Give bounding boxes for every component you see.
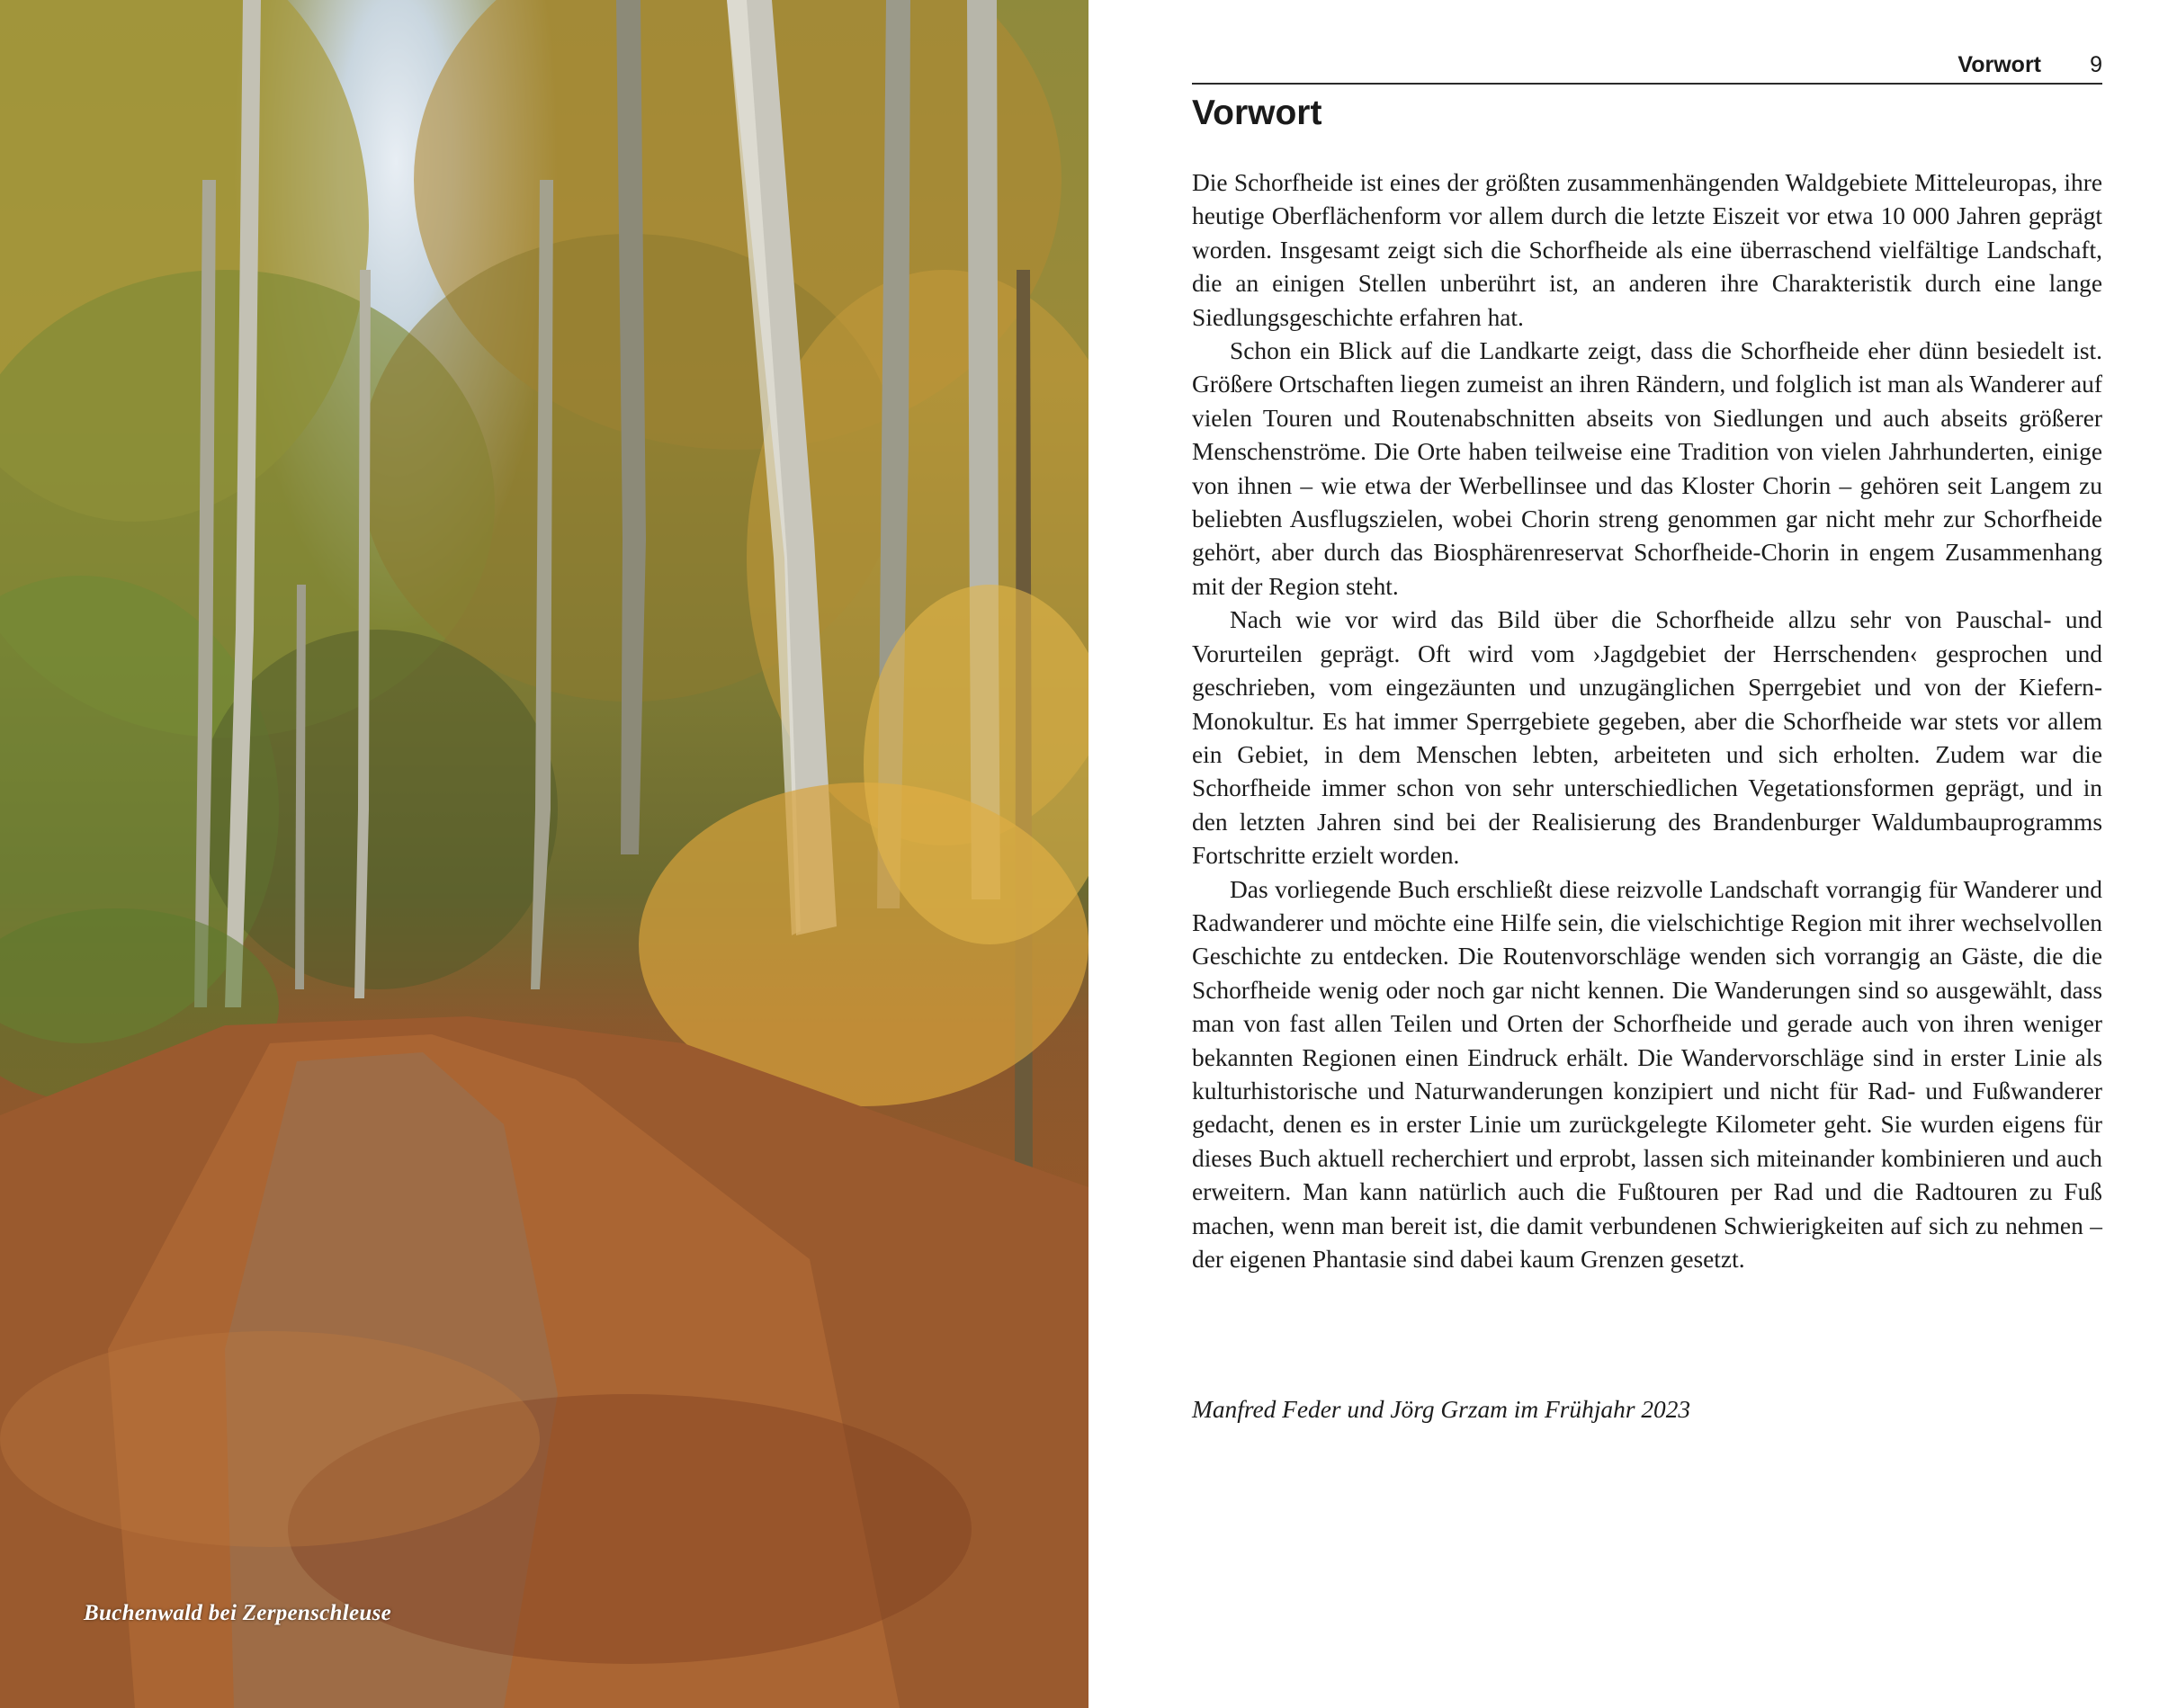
chapter-title: Vorwort xyxy=(1192,94,1322,132)
photo-caption: Buchenwald bei Zerpenschleuse xyxy=(84,1601,392,1625)
text-page xyxy=(1088,0,2159,1708)
paragraph: Die Schorfheide ist eines der größten zusammenhängenden Waldgebiete Mitteleuropas, ihre heutige Oberflächenform vor allem durch die letzte Eiszeit vor etwa 10 000 Jahren geprägt worden. Insgesamt zeigt sich die Schorfheide als eine überraschend vielfältige Landschaft, die an einigen Stellen unberührt ist, an anderen ihre Charakteristik durch eine lange Siedlungsgeschichte erfahren hat. xyxy=(1192,169,2102,331)
signature: Manfred Feder und Jörg Grzam im Frühjahr 2023 xyxy=(1192,1396,1691,1423)
page-number: 9 xyxy=(2090,52,2102,77)
running-head-title: Vorwort xyxy=(1957,52,2041,77)
paragraph: Nach wie vor wird das Bild über die Schorfheide allzu sehr von Pauschal- und Vorurteilen geprägt. Oft wird vom ›Jagdgebiet der Herrschenden‹ gesprochen und geschrieben, vom eingezäunten und unzugänglichen Sperrgebiet und von der Kiefern-Monokultur. Es hat immer Sperrgebiete gegeben, aber die Schorfheide war stets vor allem ein Gebiet, in dem Menschen lebten, arbeiteten und sich erholten. Zudem war die Schorfheide immer schon von sehr unterschiedlichen Vegetationsformen geprägt, und in den letzten Jahren sind bei der Realisierung des Brandenburger Waldumbauprogramms Fortschritte erzielt worden. xyxy=(1192,606,2102,870)
running-head xyxy=(1192,50,2102,85)
paragraph: Schon ein Blick auf die Landkarte zeigt, dass die Schorfheide eher dünn besiedelt ist. Größere Ortschaften liegen zumeist an ihren Rändern, und folglich ist man als Wanderer auf vielen Touren und Routenabschnitten abseits von Siedlungen und auch abseits größerer Menschenströme. Die Orte haben teilweise eine Tradition von vielen Jahrhunderten, einige von ihnen – wie etwa der Werbellinsee und das Kloster Chorin – gehören seit Langem zu beliebten Ausflugszielen, wobei Chorin streng genommen gar nicht mehr zur Schorfheide gehört, aber durch das Biosphärenreservat Schorfheide-Chorin in engem Zusammenhang mit der Region steht. xyxy=(1192,337,2102,600)
body-text xyxy=(1192,166,2102,1276)
paragraph: Das vorliegende Buch erschließt diese reizvolle Landschaft vorrangig für Wanderer und Radwanderer und möchte eine Hilfe sein, die vielschichtige Region mit ihrer wechselvollen Geschichte zu entdecken. Die Routenvorschläge wenden sich vorrangig an Gäste, die die Schorfheide wenig oder noch gar nicht kennen. Die Wanderungen sind so ausgewählt, dass man von fast allen Teilen und Orten der Schorfheide und gerade auch von ihren weniger bekannten Regionen einen Eindruck erhält. Die Wandervorschläge sind in erster Linie als kulturhistorische und Naturwanderungen konzipiert und nicht für Rad- und Fußwanderer gedacht, denen es in erster Linie um zurückgelegte Kilometer geht. Sie wurden eigens für dieses Buch aktuell recherchiert und erprobt, lassen sich miteinander kombinieren und auch erweitern. Man kann natürlich auch die Fußtouren per Rad und die Radtouren zu Fuß machen, wenn man bereit ist, die damit verbundenen Schwierigkeiten auf sich zu nehmen – der eigenen Phantasie sind dabei kaum Grenzen gesetzt. xyxy=(1192,875,2102,1273)
